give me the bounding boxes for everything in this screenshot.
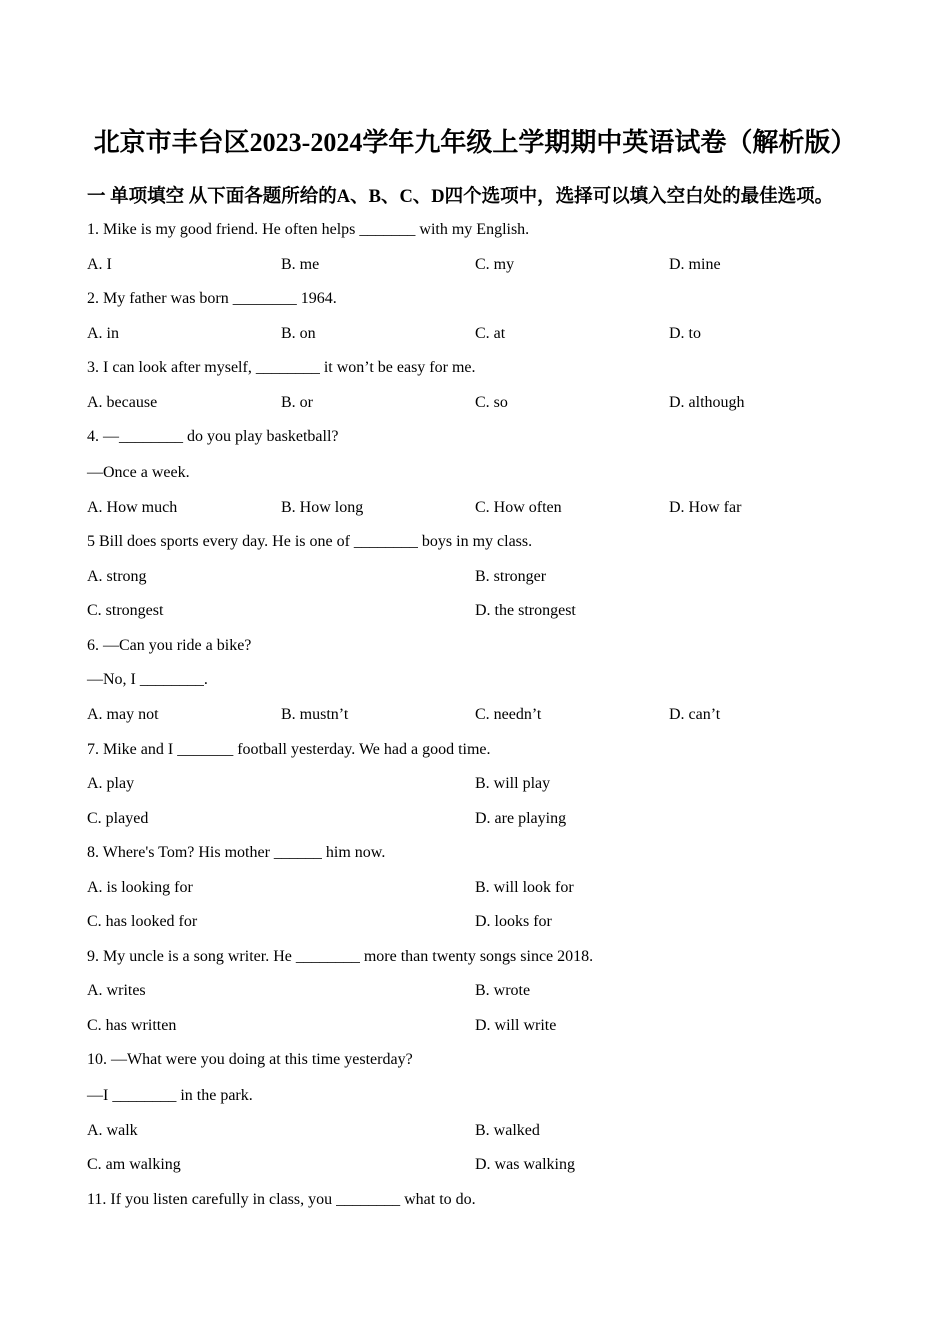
option-b: B. wrote [475,982,531,999]
question-stem: 5 Bill does sports every day. He is one of ________ boys in my class. [87,533,533,550]
question-answer-line: —I ________ in the park. [87,1087,253,1104]
option-c: C. has looked for [87,913,198,930]
option-a: A. in [87,325,119,342]
option-a: A. writes [87,982,146,999]
option-c: C. my [475,256,515,273]
option-d: D. How far [669,499,742,516]
question-stem: 2. My father was born ________ 1964. [87,290,337,307]
option-a: A. because [87,394,158,411]
option-c: C. played [87,810,149,827]
option-d: D. are playing [475,810,567,827]
option-a: A. How much [87,499,178,516]
option-d: D. was walking [475,1156,575,1173]
option-a: A. is looking for [87,879,193,896]
option-d: D. looks for [475,913,552,930]
option-b: B. stronger [475,568,547,585]
question-stem: 11. If you listen carefully in class, you ________ what to do. [87,1191,476,1208]
option-d: D. can’t [669,706,721,723]
option-b: B. mustn’t [281,706,349,723]
option-d: D. although [669,394,745,411]
option-b: B. will look for [475,879,574,896]
option-c: C. How often [475,499,562,516]
question-stem: 8. Where's Tom? His mother ______ him now. [87,844,386,861]
question-stem: 3. I can look after myself, ________ it won’t be easy for me. [87,359,476,376]
question-answer-line: —No, I ________. [87,671,208,688]
option-b: B. will play [475,775,551,792]
option-a: A. walk [87,1122,138,1139]
section-heading: 一 单项填空 从下面各题所给的A、B、C、D四个选项中，选择可以填入空白处的最佳选项。 [87,187,834,207]
option-d: D. mine [669,256,721,273]
option-c: C. am walking [87,1156,181,1173]
option-c: C. has written [87,1017,177,1034]
document-title: 北京市丰台区2023-2024学年九年级上学期期中英语试卷（解析版） [93,128,857,157]
option-a: A. play [87,775,135,792]
option-c: C. so [475,394,508,411]
option-d: D. to [669,325,701,342]
question-stem: 1. Mike is my good friend. He often helps _______ with my English. [87,221,530,238]
question-stem: 6. —Can you ride a bike? [87,637,252,654]
option-c: C. needn’t [475,706,542,723]
option-b: B. How long [281,499,364,516]
question-stem: 10. —What were you doing at this time yesterday? [87,1051,413,1068]
question-stem: 9. My uncle is a song writer. He ________ more than twenty songs since 2018. [87,948,594,965]
option-d: D. the strongest [475,602,576,619]
question-stem: 7. Mike and I _______ football yesterday. We had a good time. [87,741,491,758]
option-d: D. will write [475,1017,557,1034]
option-c: C. at [475,325,506,342]
option-a: A. I [87,256,112,273]
option-a: A. strong [87,568,147,585]
option-b: B. or [281,394,313,411]
option-a: A. may not [87,706,159,723]
option-b: B. walked [475,1122,540,1139]
option-c: C. strongest [87,602,164,619]
question-stem: 4. —________ do you play basketball? [87,428,339,445]
option-b: B. on [281,325,316,342]
option-b: B. me [281,256,320,273]
question-answer-line: —Once a week. [87,464,190,481]
